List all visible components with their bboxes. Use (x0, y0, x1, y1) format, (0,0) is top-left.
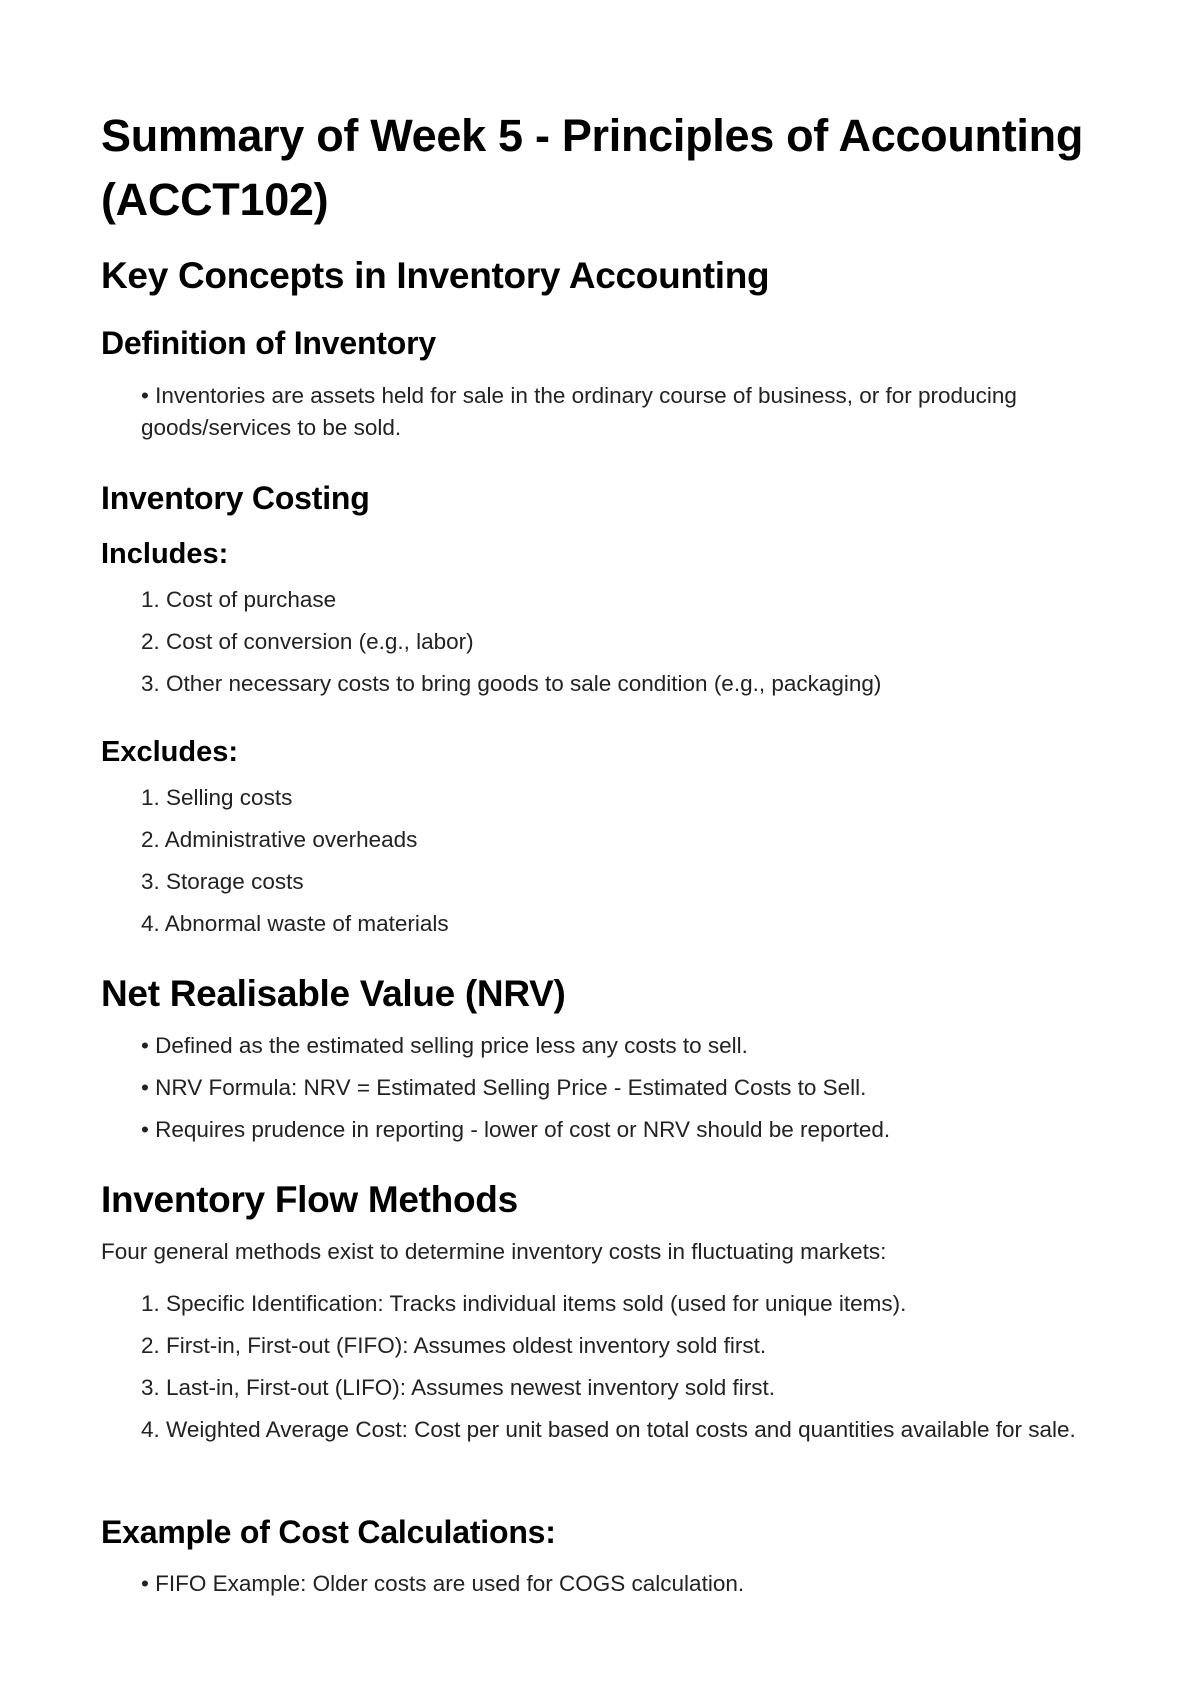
definition-bullet: • Inventories are assets held for sale in the ordinary course of business, or for producing goods/services to be sold. (141, 383, 1017, 440)
includes-item-1: 1. Cost of purchase (141, 587, 337, 612)
heading-inventory-costing: Inventory Costing (101, 480, 370, 516)
heading-excludes: Excludes: (101, 736, 238, 768)
nrv-bullet-3: • Requires prudence in reporting - lower of cost or NRV should be reported. (141, 1117, 891, 1142)
flow-item-4: 4. Weighted Average Cost: Cost per unit based on total costs and quantities available for sale. (141, 1417, 1076, 1442)
excludes-item-2: 2. Administrative overheads (141, 827, 418, 852)
heading-definition-of-inventory: Definition of Inventory (101, 325, 436, 361)
includes-item-3: 3. Other necessary costs to bring goods to sale condition (e.g., packaging) (141, 671, 882, 696)
flow-item-1: 1. Specific Identification: Tracks individual items sold (used for unique items). (141, 1291, 907, 1316)
flow-intro: Four general methods exist to determine inventory costs in fluctuating markets: (101, 1239, 887, 1264)
nrv-bullet-2: • NRV Formula: NRV = Estimated Selling Price - Estimated Costs to Sell. (141, 1075, 867, 1100)
excludes-item-1: 1. Selling costs (141, 785, 293, 810)
example-bullet-1: • FIFO Example: Older costs are used for COGS calculation. (141, 1571, 745, 1596)
heading-nrv: Net Realisable Value (NRV) (101, 973, 566, 1014)
excludes-item-3: 3. Storage costs (141, 869, 304, 894)
includes-item-2: 2. Cost of conversion (e.g., labor) (141, 629, 474, 654)
excludes-item-4: 4. Abnormal waste of materials (141, 911, 449, 936)
document-title: Summary of Week 5 - Principles of Accounting (ACCT102) (101, 110, 1084, 225)
flow-item-3: 3. Last-in, First-out (LIFO): Assumes newest inventory sold first. (141, 1375, 775, 1400)
nrv-bullet-1: • Defined as the estimated selling price less any costs to sell. (141, 1033, 748, 1058)
flow-item-2: 2. First-in, First-out (FIFO): Assumes oldest inventory sold first. (141, 1333, 767, 1358)
heading-includes: Includes: (101, 538, 229, 570)
heading-example-cost-calculations: Example of Cost Calculations: (101, 1514, 556, 1550)
heading-inventory-flow-methods: Inventory Flow Methods (101, 1179, 518, 1220)
section-heading-key-concepts: Key Concepts in Inventory Accounting (101, 255, 770, 296)
